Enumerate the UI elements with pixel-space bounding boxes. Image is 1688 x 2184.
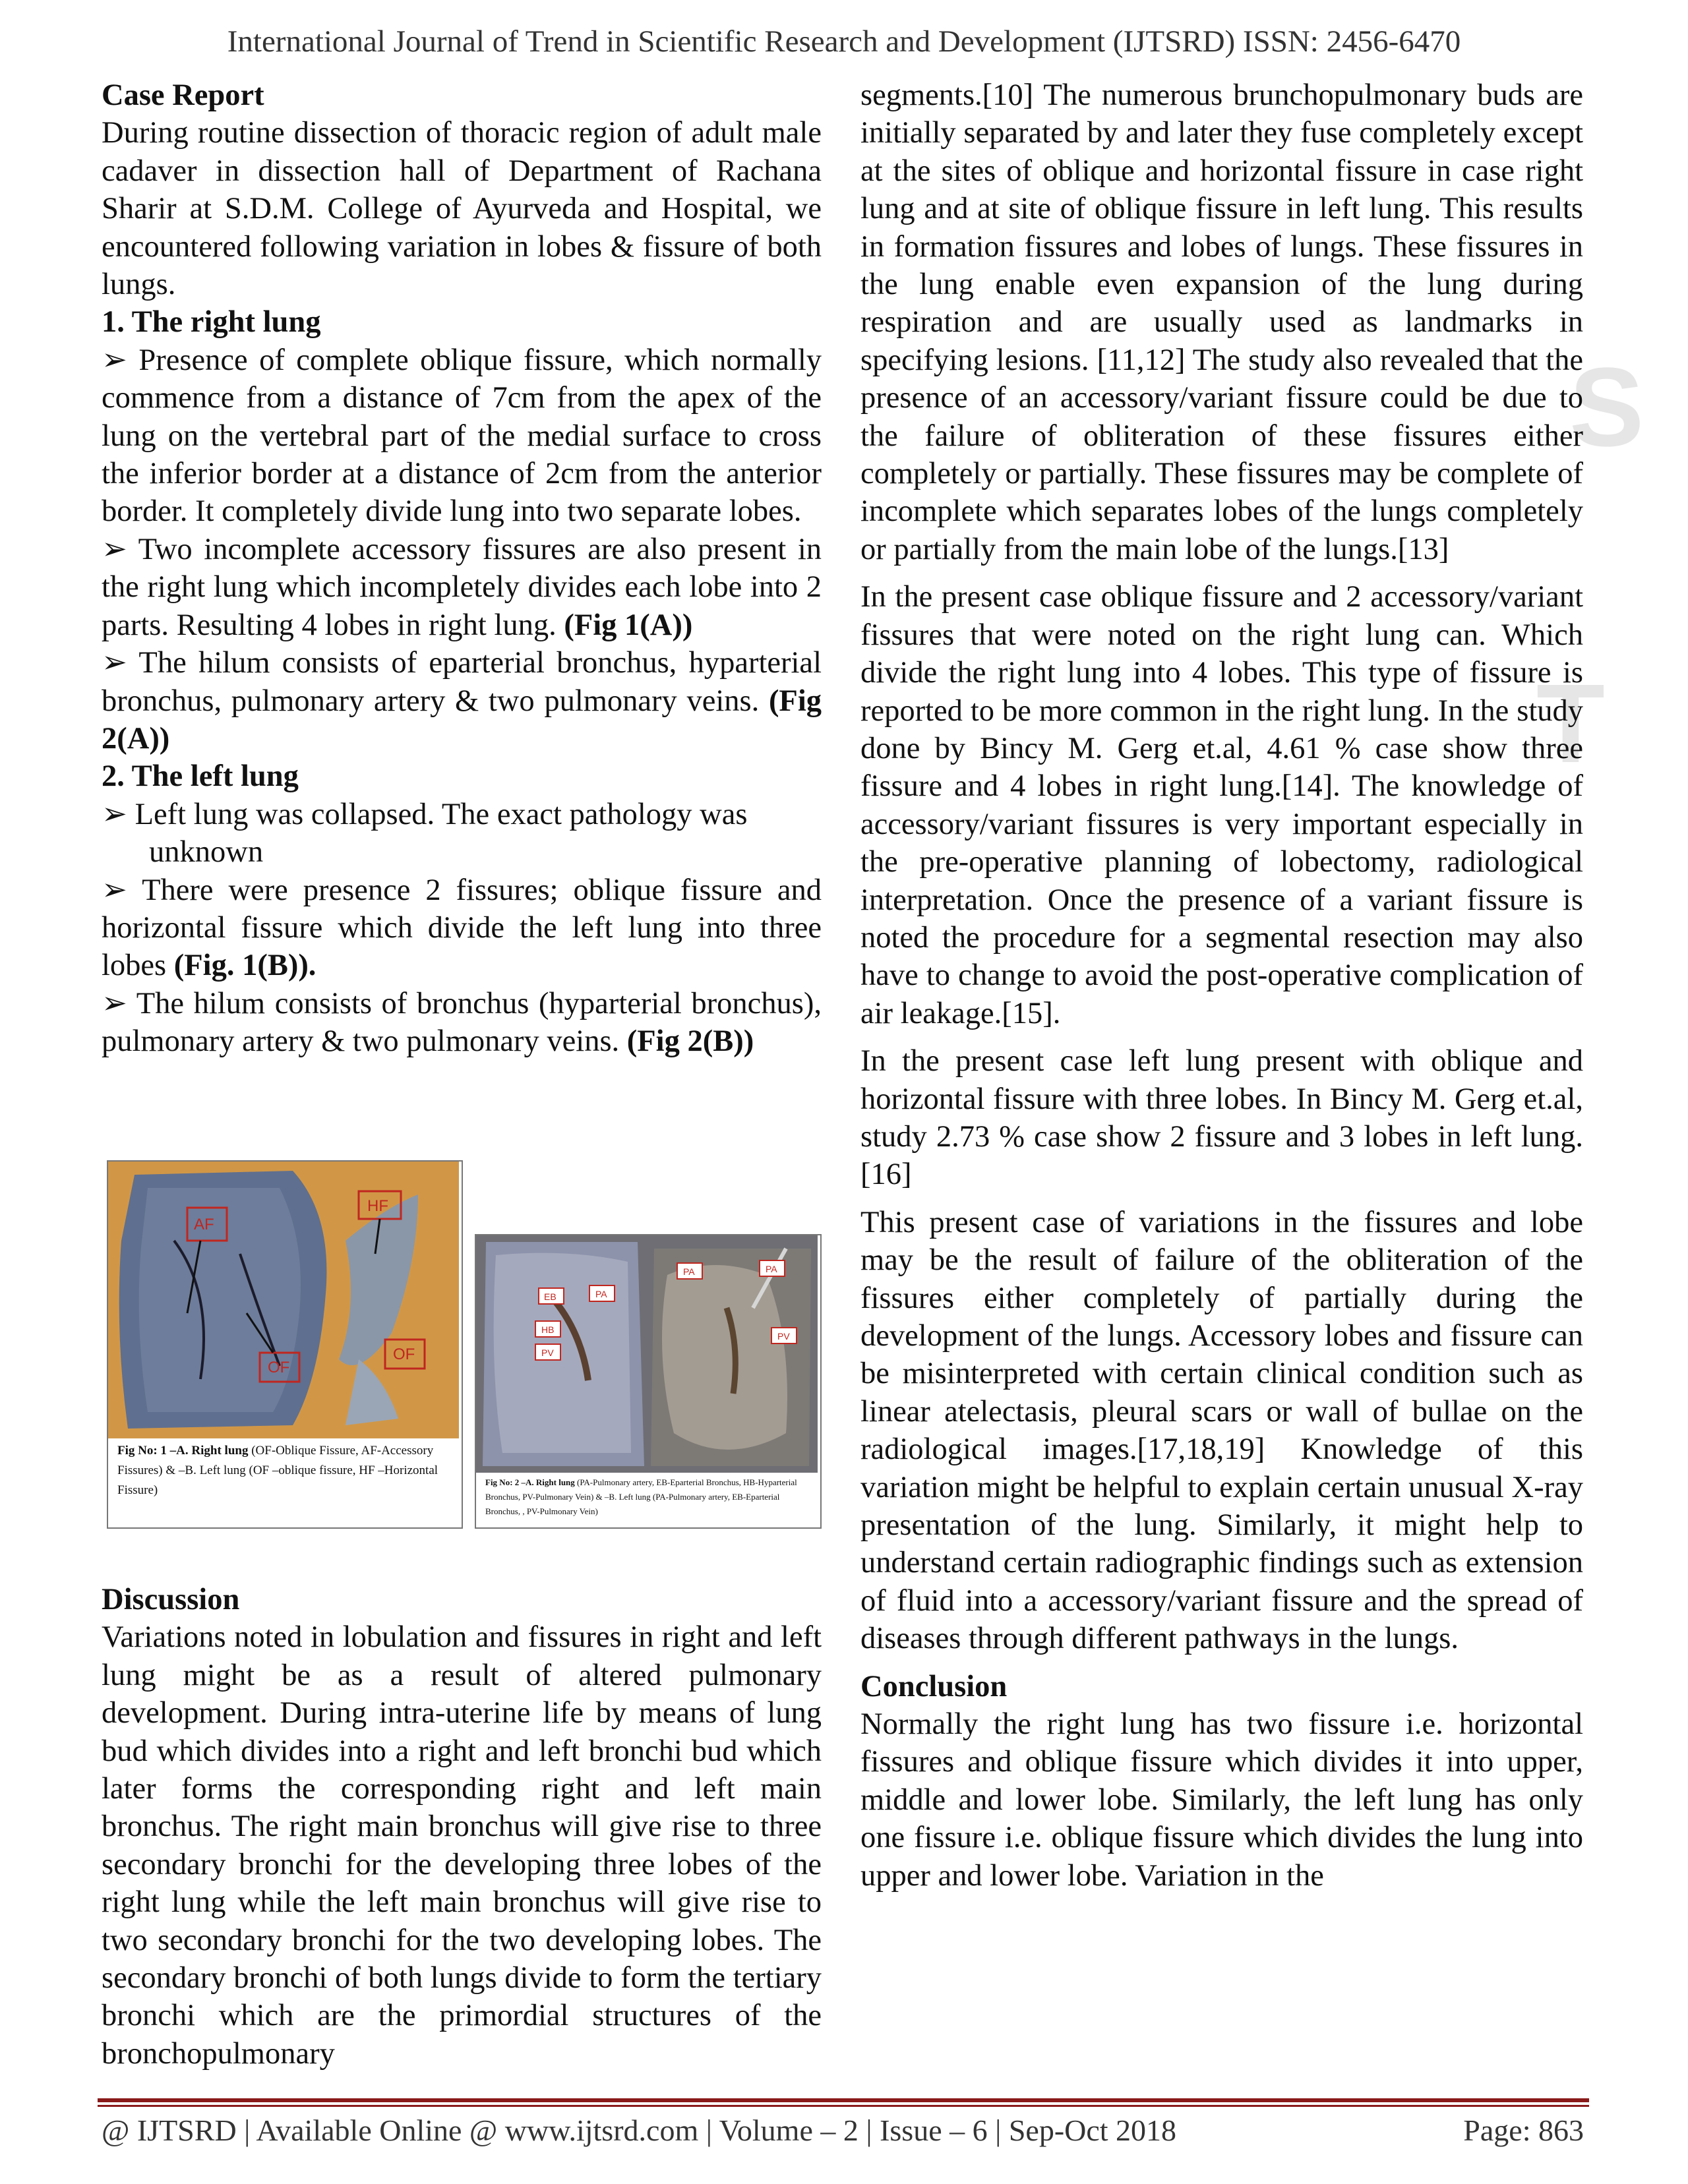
right-lung-bullet-2 bbox=[102, 531, 822, 644]
fig2-label-pa2: PA bbox=[683, 1266, 695, 1277]
fig1-label-af: AF bbox=[194, 1216, 214, 1233]
watermark-decoration: T bbox=[1536, 661, 1605, 786]
paragraph-gap bbox=[860, 568, 1583, 578]
right-paragraph-1: segments.[10] The numerous brunchopulmonary buds are initially separated by and later they fuse completely except at the sites of oblique and horizontal fissure in case right lung and at site of oblique fissure in left lung. This results in formation fissures and lobes of lungs. These fissures in the lung enable even expansion of the lung during respiration and are usually used as landmarks in specifying lesions. [11,12] The study also revealed that the presence of an accessory/variant fissure could be due to the failure of obliteration of these fissures either completely or partially. These fissures may be complete of incomplete which separates lobes of the lungs completely or partially from the main lobe of the lungs.[13] bbox=[860, 78, 1583, 566]
fig2-label-eb: EB bbox=[544, 1291, 557, 1302]
caption-text: (OF –oblique fissure, HF –Horizontal Fissure) bbox=[117, 1463, 438, 1497]
figure-reference: (Fig 1(A)) bbox=[564, 608, 693, 642]
figure-1 bbox=[107, 1160, 463, 1529]
fig2-label-pa3: PA bbox=[766, 1264, 777, 1274]
page-number: Page: 863 bbox=[1463, 2113, 1584, 2147]
footer-rule bbox=[98, 2105, 1589, 2107]
bullet-text: ➢ There were presence 2 fissures; oblique fissure and horizontal fissure which divide the left lung into three lobes bbox=[102, 873, 822, 983]
right-lung-bullet-1: ➢ Presence of complete oblique fissure, which normally commence from a distance of 7cm from the apex of the lung on the vertebral part of the medial surface to cross the inferior border at a distance of 2cm from the anterior border. It completely divide lung into two separate lobes. bbox=[102, 343, 822, 529]
left-lung-heading: 2. The left lung bbox=[102, 759, 299, 794]
caption-text: (PA-Pulmonary artery, EB-Eparterial Bronchus, , PV-Pulmonary Vein) bbox=[485, 1492, 780, 1516]
fig2-label-pv2: PV bbox=[777, 1331, 790, 1342]
case-report-text: During routine dissection of thoracic region of adult male cadaver in dissection hall of Department of Rachana Sharir at S.D.M. College of Ayurveda and Hospital, we encountered following variation in lobes & fissure of both lungs. bbox=[102, 116, 822, 302]
paragraph-gap bbox=[860, 1658, 1583, 1668]
footer-info: @ IJTSRD | Available Online @ www.ijtsrd.com | Volume – 2 | Issue – 6 | Sep-Oct 2018 bbox=[102, 2113, 1177, 2147]
right-paragraph-3: In the present case left lung present with oblique and horizontal fissure with three lobes. In Bincy M. Gerg et.al, study 2.73 % case show 2 fissure and 3 lobes in left lung.[16] bbox=[860, 1044, 1583, 1192]
right-paragraph-4: This present case of variations in the fissures and lobe may be the result of failure of the obliteration of the fissures either completely of partially during the development of the lungs. Accessory lobes and fissure can be misinterpreted with certain clinical condition such as linear atelectasis, pleural scars or wall of bullae on the radiological images.[17,18,19] Knowledge of this variation might be helpful to explain certain unusual X-ray presentation of the lung. Similarly, it might help to understand certain radiographic findings such as extension of fluid into a accessory/variant fissure and the spread of diseases through different pathways in the lungs. bbox=[860, 1205, 1583, 1656]
figure-reference: (Fig 2(B)) bbox=[626, 1024, 754, 1059]
right-column bbox=[860, 76, 1583, 1895]
discussion-text: Variations noted in lobulation and fissures in right and left lung might be as a result of altered pulmonary development. During intra-uterine life by means of lung bud which divides into a right and left bronchi bud which later forms the corresponding right and left main bronchus. The right main bronchus will give rise to three secondary bronchi for the developing three lobes of the right lung while the left main bronchus will give rise to two secondary bronchi for the two developing lobes. The secondary bronchi of both lungs divide to form the tertiary bronchi which are the primordial structures of the bronchopulmonary bbox=[102, 1620, 822, 2071]
conclusion-text: Normally the right lung has two fissure i.e. horizontal fissures and oblique fissure which divides it into upper, middle and lower lobe. Similarly, the left lung has only one fissure i.e. oblique fissure which divides the lung into upper and lower lobe. Variation in the bbox=[860, 1707, 1583, 1893]
fig2-label-hb: HB bbox=[541, 1324, 555, 1335]
figure-reference: (Fig 2(A)) bbox=[102, 684, 822, 755]
fig2-label-pa1: PA bbox=[595, 1289, 607, 1299]
lung-photo-2 bbox=[476, 1235, 818, 1473]
left-lung-bullet-3 bbox=[102, 985, 822, 1061]
figure-1-caption bbox=[108, 1438, 462, 1503]
caption-text: (OF-Oblique Fissure, AF-Accessory Fissures) & –B. Left lung bbox=[117, 1444, 434, 1477]
case-report-heading: Case Report bbox=[102, 78, 264, 112]
right-lung-bullet-3 bbox=[102, 644, 822, 757]
left-lung-bullet-1: ➢ Left lung was collapsed. The exact pathology was bbox=[102, 797, 748, 831]
bullet-text: ➢ The hilum consists of bronchus (hyparterial bronchus), pulmonary artery & two pulmonary veins. bbox=[102, 986, 822, 1059]
figure-2 bbox=[475, 1234, 822, 1529]
figure-2-caption bbox=[476, 1473, 820, 1521]
figure-reference: (Fig. 1(B)). bbox=[173, 949, 316, 983]
fig2-label-pv1: PV bbox=[541, 1347, 554, 1358]
discussion-heading: Discussion bbox=[102, 1583, 240, 1616]
journal-header: International Journal of Trend in Scientific Research and Development (IJTSRD) ISSN: 2456-6470 bbox=[227, 24, 1461, 59]
fig1-label-of-b: OF bbox=[393, 1345, 415, 1363]
left-column bbox=[102, 76, 822, 1061]
caption-lead: Fig No: 1 –A. Right lung bbox=[117, 1444, 249, 1458]
right-paragraph-2: In the present case oblique fissure and 2 accessory/variant fissures that were noted on the right lung can. Which divide the right lung into 4 lobes. This type of fissure is reported to be more common in the right lung. In the study done by Bincy M. Gerg et.al, 4.61 % case show three fissure and 4 lobes in right lung.[14]. The knowledge of accessory/variant fissures is very important especially in the pre-operative planning of lobectomy, radiological interpretation. Once the presence of a variant fissure is noted the procedure for a segmental resection may also have to change to avoid the post-operative complication of air leakage.[15]. bbox=[860, 580, 1583, 1030]
caption-text: (PA-Pulmonary artery, EB-Eparterial Bronchus, HB-Hyparterial Bronchus, PV-Pulmonary Vein) & –B. Left lung bbox=[485, 1477, 797, 1502]
paragraph-gap bbox=[860, 1032, 1583, 1042]
figures-area bbox=[107, 1160, 819, 1529]
paragraph-gap bbox=[860, 1194, 1583, 1204]
fig1-label-of-a: OF bbox=[268, 1359, 290, 1376]
bullet-text: ➢ The hilum consists of eparterial bronchus, hyparterial bronchus, pulmonary artery & two pulmonary veins. bbox=[102, 646, 822, 718]
discussion-section bbox=[102, 1581, 822, 2073]
right-lung-heading: 1. The right lung bbox=[102, 305, 321, 339]
lung-photo-1 bbox=[108, 1162, 459, 1438]
page-footer bbox=[102, 2113, 1584, 2148]
footer-rule bbox=[98, 2098, 1589, 2102]
left-lung-bullet-2 bbox=[102, 871, 822, 985]
fig1-label-hf: HF bbox=[367, 1197, 388, 1215]
conclusion-heading: Conclusion bbox=[860, 1669, 1008, 1703]
left-lung-bullet-1-cont: unknown bbox=[149, 835, 264, 870]
bullet-text: ➢ Two incomplete accessory fissures are also present in the right lung which incompletely divides each lobe into 2 parts. Resulting 4 lobes in right lung. bbox=[102, 532, 822, 642]
caption-lead: Fig No: 2 –A. Right lung bbox=[485, 1477, 575, 1487]
watermark-decoration: S bbox=[1569, 345, 1644, 470]
